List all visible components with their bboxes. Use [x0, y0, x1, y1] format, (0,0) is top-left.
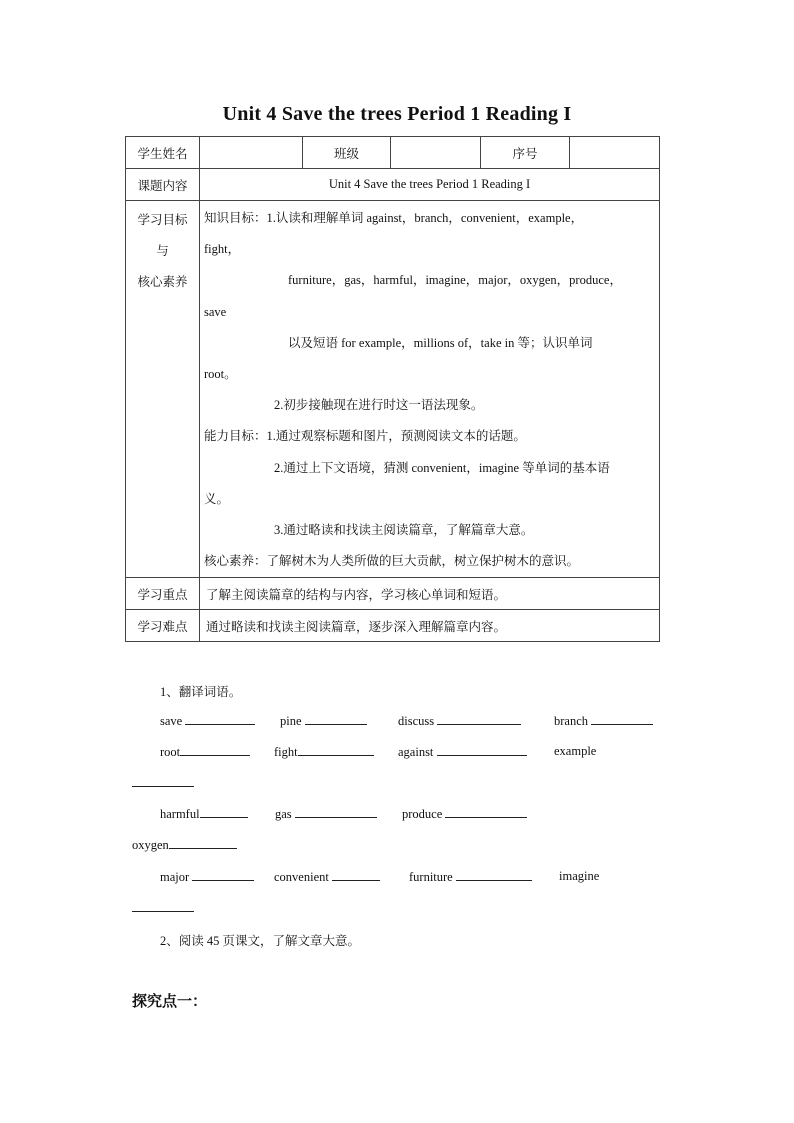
word-label: pine — [280, 714, 302, 728]
lesson-plan-table — [125, 136, 660, 642]
goal-line: 知识目标：1.认读和理解单词 against，branch，convenient，example， — [204, 211, 584, 225]
word-label: discuss — [398, 714, 435, 728]
class-field[interactable] — [391, 137, 481, 169]
word-item — [280, 713, 367, 729]
goal-line: 义。 — [204, 491, 230, 506]
key-points-value: 了解主阅读篇章的结构与内容，学习核心单词和短语。 — [200, 578, 660, 610]
word-item — [554, 744, 596, 759]
word-item — [160, 869, 254, 885]
answer-blank[interactable] — [305, 713, 367, 725]
word-label: convenient — [274, 870, 329, 884]
answer-blank[interactable] — [591, 713, 653, 725]
answer-blank-wrap — [132, 775, 194, 791]
answer-blank[interactable] — [169, 837, 237, 849]
question-1: 1、翻译词语。 — [160, 685, 242, 699]
word-item — [274, 869, 380, 885]
answer-blank[interactable] — [185, 713, 255, 725]
word-label: save — [160, 714, 183, 728]
word-item — [160, 806, 248, 822]
answer-blank[interactable] — [437, 713, 521, 725]
goals-content — [200, 201, 660, 578]
key-points-label: 学习重点 — [126, 578, 200, 610]
goals-label-line: 核心素养 — [137, 275, 188, 289]
goal-line: fight， — [204, 242, 241, 257]
word-item — [275, 806, 377, 822]
goal-line: root。 — [204, 367, 237, 382]
goal-line: 核心素养：了解树木为人类所做的巨大贡献，树立保护树木的意识。 — [204, 554, 580, 569]
goal-line: 2.通过上下文语境，猜测 convenient，imagine 等单词的基本语 — [274, 460, 610, 475]
student-name-label: 学生姓名 — [126, 137, 200, 169]
word-item — [160, 713, 255, 729]
word-label: root — [160, 745, 181, 759]
answer-blank[interactable] — [132, 900, 194, 912]
goal-line: save — [204, 304, 227, 319]
answer-blank[interactable] — [295, 806, 377, 818]
topic-label: 课题内容 — [126, 169, 200, 201]
goal-line: 以及短语 for example，millions of，take in 等；认识单词 — [288, 335, 593, 350]
word-item — [559, 869, 599, 884]
answer-blank-wrap — [132, 900, 194, 916]
goal-line: furniture，gas，harmful，imagine，major，oxygen，produce， — [288, 273, 622, 288]
word-label: fight — [274, 745, 298, 759]
answer-blank[interactable] — [180, 744, 250, 756]
section-heading: 探究点一： — [132, 994, 208, 1010]
answer-blank[interactable] — [132, 775, 194, 787]
difficult-points-value: 通过略读和找读主阅读篇章，逐步深入理解篇章内容。 — [200, 610, 660, 642]
word-item — [132, 837, 237, 853]
word-item — [274, 744, 374, 760]
goals-label-line: 学习目标 — [137, 213, 188, 227]
word-item — [398, 744, 527, 760]
word-item — [409, 869, 532, 885]
goal-line: 2.初步接触现在进行时这一语法现象。 — [274, 398, 484, 413]
word-label: furniture — [409, 870, 453, 884]
number-label: 序号 — [481, 137, 570, 169]
word-item — [398, 713, 521, 729]
topic-value: Unit 4 Save the trees Period 1 Reading I — [200, 169, 660, 201]
word-label: example — [554, 744, 597, 758]
question-2: 2、阅读 45 页课文，了解文章大意。 — [160, 934, 361, 948]
number-field[interactable] — [570, 137, 660, 169]
goals-label — [126, 201, 200, 578]
difficult-points-label: 学习难点 — [126, 610, 200, 642]
class-label: 班级 — [303, 137, 391, 169]
answer-blank[interactable] — [332, 869, 380, 881]
answer-blank[interactable] — [445, 806, 527, 818]
answer-blank[interactable] — [298, 744, 374, 756]
word-label: oxygen — [132, 838, 169, 852]
word-label: branch — [554, 714, 589, 728]
word-label: produce — [402, 807, 443, 821]
word-label: against — [398, 745, 434, 759]
answer-blank[interactable] — [456, 869, 532, 881]
goal-line: 3.通过略读和找读主阅读篇章，了解篇章大意。 — [274, 523, 534, 538]
word-item — [554, 713, 653, 729]
goal-line: 能力目标：1.通过观察标题和图片，预测阅读文本的话题。 — [204, 429, 526, 444]
answer-blank[interactable] — [437, 744, 527, 756]
student-name-field[interactable] — [200, 137, 303, 169]
word-label: major — [160, 870, 190, 884]
word-item — [402, 806, 527, 822]
answer-blank[interactable] — [192, 869, 254, 881]
word-item — [160, 744, 250, 760]
goals-label-line: 与 — [156, 244, 169, 258]
word-label: gas — [275, 807, 292, 821]
word-label: imagine — [559, 869, 600, 883]
page-title: Unit 4 Save the trees Period 1 Reading I — [222, 103, 572, 125]
word-label: harmful — [160, 807, 200, 821]
answer-blank[interactable] — [200, 806, 248, 818]
